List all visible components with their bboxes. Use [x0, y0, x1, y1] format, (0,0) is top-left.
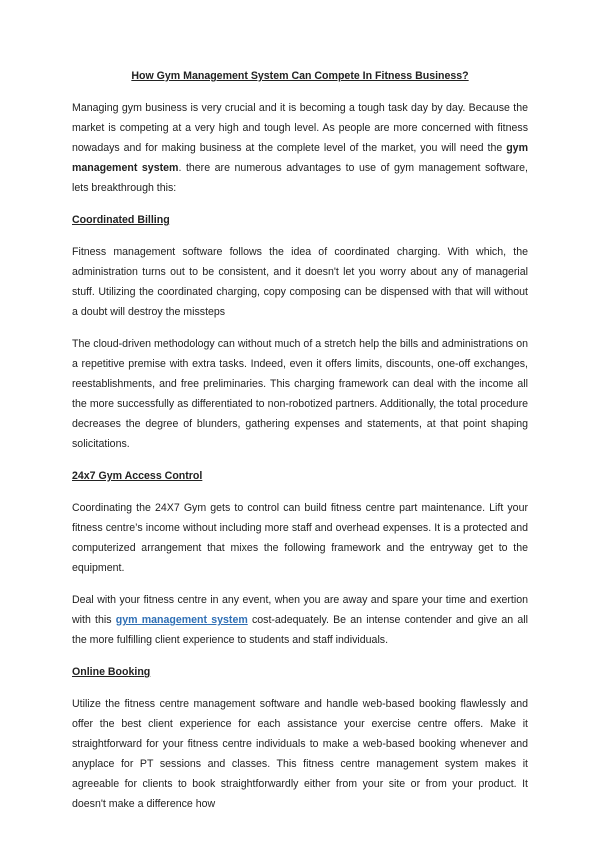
access-text-end: cost-adequately. Be an intense contender and give an all the more fulfilling client experience to students and staff individuals.	[72, 614, 528, 646]
billing-paragraph-2: The cloud-driven methodology can without much of a stretch help the bills and administrations on a repetitive premise with extra tasks. Indeed, even it offers limits, discounts, one-off exchanges, reestablishments, and free preliminaries. This charging framework can deal with the income all the more successfully as differentiated to non-robotized partners. Additionally, the total procedure decreases the degree of blunders, gathering expenses and statements, at that point shaping solicitations.	[72, 338, 528, 450]
billing-paragraph-1: Fitness management software follows the idea of coordinated charging. With which, the administration turns out to be consistent, and it doesn't let you worry about any of managerial stuff. Utilizing the coordinated charging, copy composing can be dispensed with that will without a doubt will destroy the missteps	[72, 246, 528, 318]
heading-coordinated-billing: Coordinated Billing	[72, 214, 170, 226]
gym-management-system-link[interactable]: gym management system	[115, 614, 248, 626]
access-paragraph-1: Coordinating the 24X7 Gym gets to control can build fitness centre part maintenance. Lift your fitness centre’s income without including more staff and overhead expenses. It is a protected and computerized arrangement that mixes the following framework and the entryway get to the equipment.	[72, 502, 528, 574]
document-title: How Gym Management System Can Compete In Fitness Business?	[131, 70, 469, 82]
document-page	[72, 66, 528, 826]
intro-text-start: Managing gym business is very crucial and it is becoming a tough task day by day. Because the market is competing at a very high and tough level. As people are more concerned with fitness nowadays and for making business at the complete level of the market, you will need the	[72, 102, 528, 154]
intro-paragraph	[72, 98, 528, 198]
heading-gym-access-control: 24x7 Gym Access Control	[72, 470, 203, 482]
intro-bold-term: gym management system	[72, 142, 528, 174]
access-paragraph-2	[72, 590, 528, 650]
access-text-start: Deal with your fitness centre in any event, when you are away and spare your time and exertion with this	[72, 594, 528, 626]
intro-text-end: . there are numerous advantages to use of gym management software, lets breakthrough this:	[72, 162, 528, 194]
booking-paragraph-1: Utilize the fitness centre management software and handle web-based booking flawlessly and offer the best client experience for each assistance your exercise centre offers. Make it straightforward for your fitness centre individuals to make a web-based booking whenever and anyplace for PT sessions and classes. This fitness centre management system makes it agreeable for clients to book straightforwardly either from your site or from your product. It doesn't make a difference how	[72, 698, 528, 810]
heading-online-booking: Online Booking	[72, 666, 151, 678]
